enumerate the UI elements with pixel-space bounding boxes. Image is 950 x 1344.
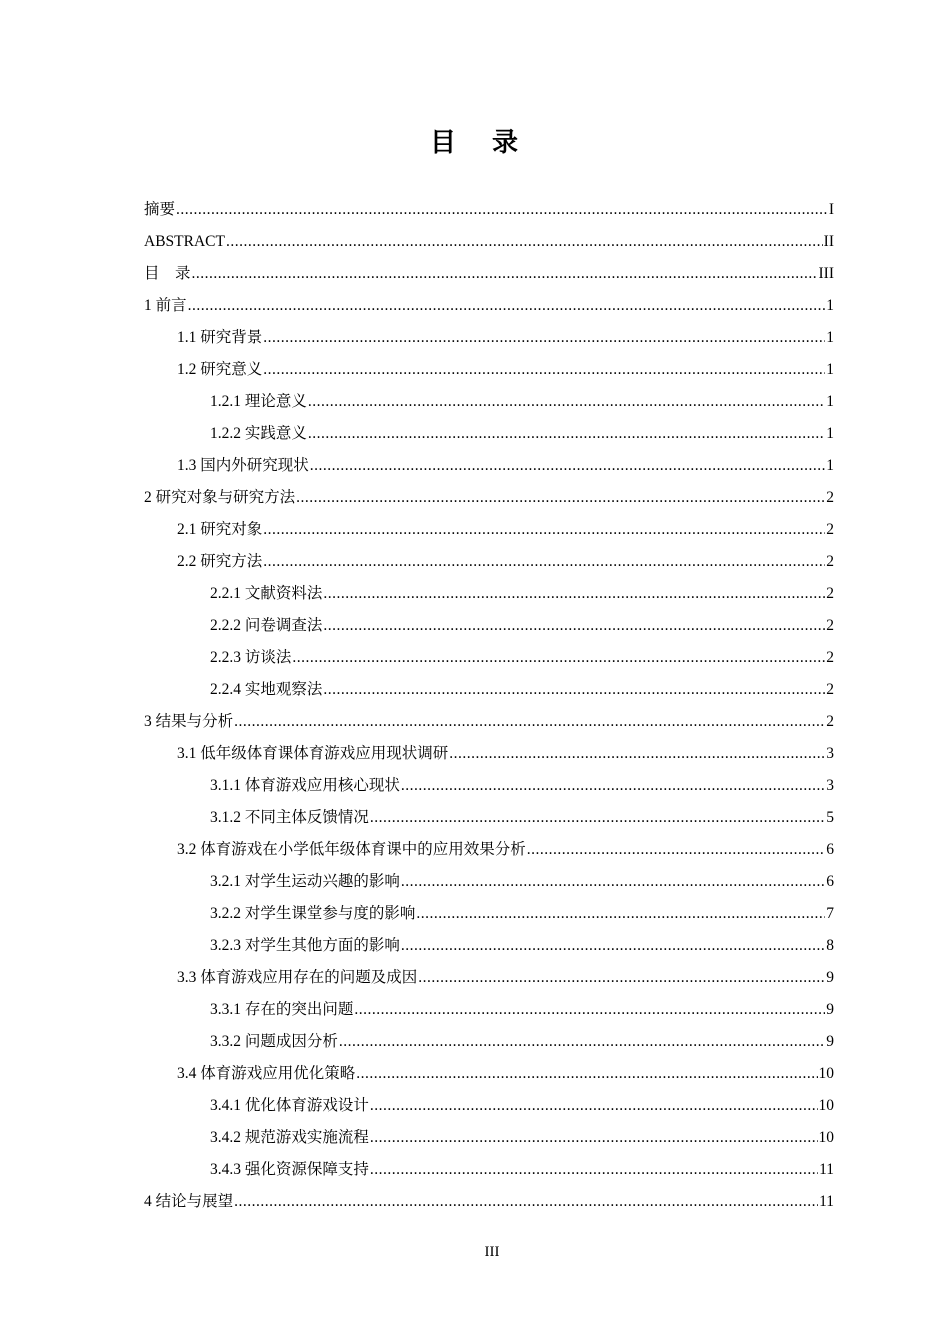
toc-dot-leader xyxy=(234,712,825,732)
toc-entry-page-number: 2 xyxy=(826,713,834,730)
toc-dot-leader xyxy=(401,776,825,796)
toc-entry[interactable] xyxy=(144,764,834,796)
toc-entry-page-number: II xyxy=(823,233,834,250)
toc-dot-leader xyxy=(401,936,825,956)
toc-entry-page-number: 6 xyxy=(826,841,834,858)
toc-entry-page-number: 9 xyxy=(826,1001,834,1018)
toc-entry-page-number: 7 xyxy=(826,905,834,922)
toc-entry-title: 3 结果与分析 xyxy=(144,713,234,730)
toc-dot-leader xyxy=(370,1128,818,1148)
toc-dot-leader xyxy=(263,520,825,540)
toc-dot-leader xyxy=(401,872,825,892)
toc-entry-title: 3.3.2 问题成因分析 xyxy=(210,1033,338,1050)
toc-entry-title: 2.2.4 实地观察法 xyxy=(210,681,323,698)
toc-dot-leader xyxy=(354,1000,825,1020)
toc-dot-leader xyxy=(356,1064,817,1084)
toc-entry[interactable] xyxy=(144,700,834,732)
toc-entry[interactable] xyxy=(144,284,834,316)
toc-entry[interactable] xyxy=(144,668,834,700)
toc-entry[interactable] xyxy=(144,1052,834,1084)
toc-entry-title: 2.2.1 文献资料法 xyxy=(210,585,323,602)
toc-entry-page-number: 9 xyxy=(826,969,834,986)
toc-entry-title: 1.2.1 理论意义 xyxy=(210,393,307,410)
toc-dot-leader xyxy=(323,616,825,636)
toc-entry[interactable] xyxy=(144,412,834,444)
toc-entry-page-number: 1 xyxy=(826,361,834,378)
toc-dot-leader xyxy=(308,424,825,444)
toc-entry-page-number: III xyxy=(818,265,834,282)
toc-entry-title: 摘要 xyxy=(144,201,176,218)
toc-dot-leader xyxy=(416,904,825,924)
toc-entry-page-number: 10 xyxy=(818,1129,834,1146)
toc-entry-page-number: 1 xyxy=(826,457,834,474)
toc-entry-title: 1.3 国内外研究现状 xyxy=(177,457,309,474)
toc-entry-page-number: I xyxy=(828,201,834,218)
toc-dot-leader xyxy=(527,840,825,860)
toc-dot-leader xyxy=(418,968,825,988)
toc-entry[interactable] xyxy=(144,316,834,348)
toc-entry-page-number: 1 xyxy=(826,393,834,410)
toc-dot-leader xyxy=(296,488,825,508)
toc-dot-leader xyxy=(449,744,825,764)
toc-entry-page-number: 1 xyxy=(826,329,834,346)
toc-entry-title: 3.3.1 存在的突出问题 xyxy=(210,1001,354,1018)
toc-entry-page-number: 2 xyxy=(826,681,834,698)
toc-entry-title: 3.1.1 体育游戏应用核心现状 xyxy=(210,777,400,794)
toc-dot-leader xyxy=(263,328,825,348)
toc-entry[interactable] xyxy=(144,796,834,828)
toc-entry-page-number: 2 xyxy=(826,489,834,506)
toc-entry-title: 2.2 研究方法 xyxy=(177,553,263,570)
toc-entry-title: 2.1 研究对象 xyxy=(177,521,263,538)
toc-entry-title: 3.1 低年级体育课体育游戏应用现状调研 xyxy=(177,745,449,762)
toc-entry[interactable] xyxy=(144,444,834,476)
toc-dot-leader xyxy=(188,296,826,316)
toc-entry-title: 1.1 研究背景 xyxy=(177,329,263,346)
toc-entry-title: 2.2.2 问卷调查法 xyxy=(210,617,323,634)
toc-entry-page-number: 3 xyxy=(826,745,834,762)
toc-entry-title: 3.4 体育游戏应用优化策略 xyxy=(177,1065,356,1082)
toc-entry[interactable] xyxy=(144,892,834,924)
toc-entry[interactable] xyxy=(144,476,834,508)
toc-entry-title: 3.1.2 不同主体反馈情况 xyxy=(210,809,369,826)
table-of-contents xyxy=(144,188,834,1212)
toc-entry-page-number: 2 xyxy=(826,617,834,634)
toc-dot-leader xyxy=(234,1192,818,1212)
toc-entry-page-number: 2 xyxy=(826,585,834,602)
toc-entry[interactable] xyxy=(144,860,834,892)
toc-entry-page-number: 5 xyxy=(826,809,834,826)
toc-entry[interactable] xyxy=(144,924,834,956)
toc-entry-page-number: 10 xyxy=(818,1065,834,1082)
toc-entry[interactable] xyxy=(144,604,834,636)
toc-dot-leader xyxy=(226,232,823,252)
toc-entry[interactable] xyxy=(144,540,834,572)
toc-entry-page-number: 11 xyxy=(819,1161,834,1178)
page-number: III xyxy=(484,1244,500,1260)
toc-entry-page-number: 2 xyxy=(826,553,834,570)
toc-entry-page-number: 11 xyxy=(819,1193,834,1210)
toc-entry[interactable] xyxy=(144,636,834,668)
toc-entry[interactable] xyxy=(144,348,834,380)
toc-entry[interactable] xyxy=(144,1020,834,1052)
toc-dot-leader xyxy=(370,808,825,828)
toc-entry[interactable] xyxy=(144,508,834,540)
toc-entry[interactable] xyxy=(144,188,834,220)
toc-entry-title: ABSTRACT xyxy=(144,233,225,250)
toc-entry-title: 4 结论与展望 xyxy=(144,1193,234,1210)
toc-entry[interactable] xyxy=(144,572,834,604)
toc-entry[interactable] xyxy=(144,1148,834,1180)
toc-dot-leader xyxy=(339,1032,825,1052)
toc-entry-title: 3.4.1 优化体育游戏设计 xyxy=(210,1097,369,1114)
toc-dot-leader xyxy=(323,680,825,700)
toc-entry[interactable] xyxy=(144,828,834,860)
toc-entry[interactable] xyxy=(144,1084,834,1116)
toc-entry-page-number: 10 xyxy=(818,1097,834,1114)
toc-entry-page-number: 1 xyxy=(826,425,834,442)
toc-entry-title: 3.3 体育游戏应用存在的问题及成因 xyxy=(177,969,418,986)
toc-entry-title: 3.2.2 对学生课堂参与度的影响 xyxy=(210,905,416,922)
toc-entry-title: 3.4.3 强化资源保障支持 xyxy=(210,1161,369,1178)
toc-dot-leader xyxy=(370,1096,818,1116)
toc-entry-title: 3.2.3 对学生其他方面的影响 xyxy=(210,937,400,954)
toc-entry-page-number: 2 xyxy=(826,521,834,538)
toc-entry-page-number: 8 xyxy=(826,937,834,954)
toc-entry-title: 3.2.1 对学生运动兴趣的影响 xyxy=(210,873,400,890)
toc-entry-title: 1.2.2 实践意义 xyxy=(210,425,307,442)
toc-entry-page-number: 3 xyxy=(826,777,834,794)
toc-entry[interactable] xyxy=(144,380,834,412)
toc-entry-title: 目 录 xyxy=(144,265,191,282)
toc-dot-leader xyxy=(176,200,828,220)
toc-dot-leader xyxy=(323,584,825,604)
toc-entry[interactable] xyxy=(144,956,834,988)
toc-dot-leader xyxy=(308,392,825,412)
toc-entry-title: 3.4.2 规范游戏实施流程 xyxy=(210,1129,369,1146)
toc-entry-title: 3.2 体育游戏在小学低年级体育课中的应用效果分析 xyxy=(177,841,526,858)
toc-entry[interactable] xyxy=(144,220,834,252)
toc-entry-title: 1 前言 xyxy=(144,297,187,314)
toc-entry-page-number: 2 xyxy=(826,649,834,666)
toc-dot-leader xyxy=(263,360,825,380)
toc-dot-leader xyxy=(310,456,825,476)
toc-entry-page-number: 9 xyxy=(826,1033,834,1050)
toc-title: 目 录 xyxy=(429,128,520,157)
toc-entry-title: 2 研究对象与研究方法 xyxy=(144,489,296,506)
toc-entry-title: 1.2 研究意义 xyxy=(177,361,263,378)
toc-dot-leader xyxy=(192,264,818,284)
toc-entry-page-number: 6 xyxy=(826,873,834,890)
toc-entry[interactable] xyxy=(144,252,834,284)
toc-entry[interactable] xyxy=(144,1180,834,1212)
toc-dot-leader xyxy=(263,552,825,572)
toc-entry-page-number: 1 xyxy=(826,297,834,314)
toc-entry[interactable] xyxy=(144,988,834,1020)
toc-entry[interactable] xyxy=(144,1116,834,1148)
toc-entry-title: 2.2.3 访谈法 xyxy=(210,649,292,666)
toc-entry[interactable] xyxy=(144,732,834,764)
toc-dot-leader xyxy=(292,648,825,668)
toc-dot-leader xyxy=(370,1160,818,1180)
